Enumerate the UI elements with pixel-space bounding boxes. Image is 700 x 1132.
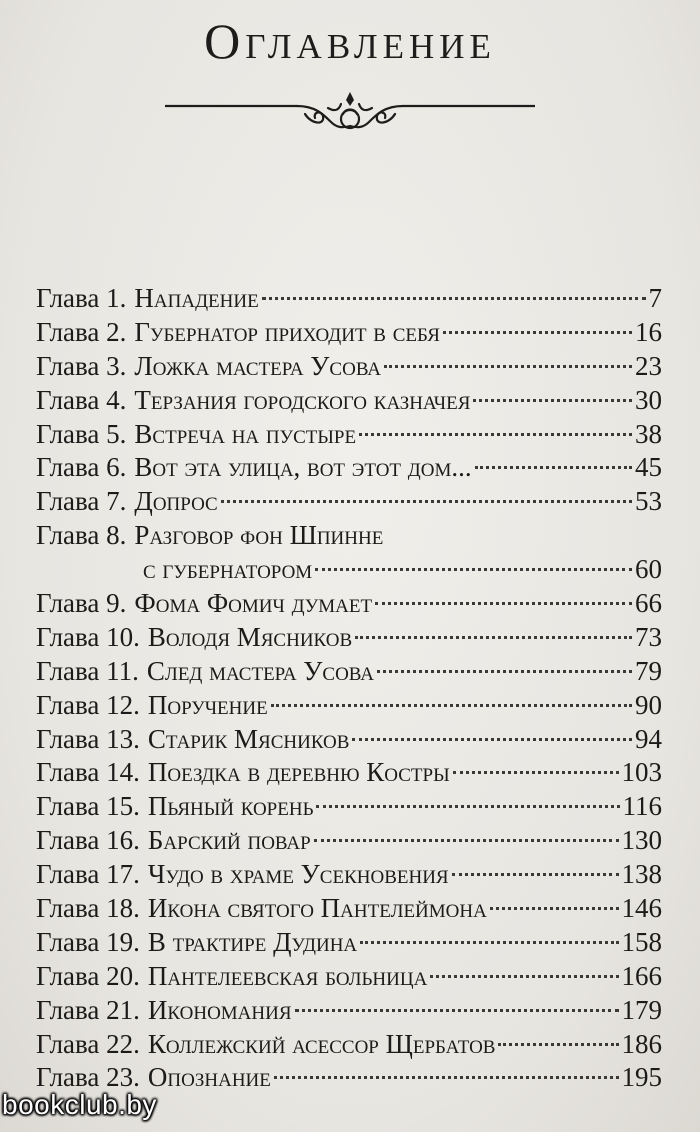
toc-entry bbox=[36, 655, 662, 689]
chapter-title: Губернатор приходит в себя bbox=[134, 316, 440, 347]
chapter-title: Барский повар bbox=[147, 825, 311, 856]
chapter-title: Терзания городского казначея bbox=[134, 384, 471, 415]
dot-leader bbox=[314, 839, 619, 842]
chapter-title: Нападение bbox=[134, 283, 259, 313]
chapter-number: Глава 3. bbox=[36, 350, 127, 381]
toc-entry bbox=[36, 723, 662, 757]
toc-entry bbox=[36, 756, 662, 790]
dot-leader bbox=[375, 602, 632, 605]
dot-leader bbox=[498, 1043, 618, 1046]
page-number: 146 bbox=[621, 893, 662, 924]
chapter-number: Глава 9. bbox=[36, 588, 127, 619]
chapter-number: Глава 20. bbox=[36, 960, 140, 991]
chapter-number: Глава 22. bbox=[36, 1028, 140, 1059]
toc-entry bbox=[36, 418, 662, 452]
page-number: 94 bbox=[635, 723, 662, 754]
dot-leader bbox=[377, 670, 632, 673]
chapter-number: Глава 4. bbox=[36, 384, 127, 415]
dot-leader bbox=[262, 297, 646, 300]
toc-entry bbox=[36, 519, 662, 553]
chapter-title: Икона святого Пантелеймона bbox=[147, 893, 487, 924]
chapter-number: Глава 6. bbox=[36, 452, 127, 483]
page-number: 138 bbox=[621, 859, 662, 890]
dot-leader bbox=[360, 941, 618, 944]
chapter-number: Глава 8. bbox=[36, 520, 127, 551]
page-number: 79 bbox=[635, 655, 662, 686]
toc-entry bbox=[36, 587, 662, 621]
dot-leader bbox=[453, 771, 619, 774]
chapter-title: Встреча на пустыре bbox=[134, 418, 357, 449]
chapter-number: Глава 23. bbox=[36, 1062, 140, 1093]
page-number: 16 bbox=[635, 316, 662, 347]
page-number: 130 bbox=[621, 825, 662, 856]
chapter-title: Поручение bbox=[147, 689, 268, 720]
page-number: 38 bbox=[635, 418, 662, 449]
page-number: 7 bbox=[648, 283, 662, 313]
dot-leader bbox=[271, 704, 632, 707]
chapter-number: Глава 19. bbox=[36, 926, 140, 957]
toc-entry bbox=[36, 994, 662, 1028]
chapter-title: Старик Мясников bbox=[147, 723, 350, 754]
chapter-number: Глава 18. bbox=[36, 893, 140, 924]
watermark: bookclub.by bbox=[2, 1089, 157, 1120]
chapter-title: Ложка мастера Усова bbox=[134, 350, 382, 381]
chapter-number: Глава 1. bbox=[36, 283, 127, 313]
chapter-number: Глава 5. bbox=[36, 418, 127, 449]
page-number: 73 bbox=[635, 621, 662, 652]
dot-leader bbox=[490, 907, 619, 910]
page-number: 158 bbox=[621, 926, 662, 957]
chapter-number: Глава 7. bbox=[36, 486, 127, 517]
page-number: 53 bbox=[635, 486, 662, 517]
page-number: 66 bbox=[635, 588, 662, 619]
page-number: 186 bbox=[621, 1028, 662, 1059]
chapter-title: Опознание bbox=[147, 1062, 271, 1093]
page-number: 23 bbox=[635, 350, 662, 381]
toc-entry bbox=[36, 485, 662, 519]
dot-leader bbox=[475, 466, 632, 469]
chapter-title: Разговор фон Шпинне bbox=[134, 520, 384, 551]
toc-entry bbox=[36, 960, 662, 994]
toc-entry bbox=[36, 790, 662, 824]
toc-entry bbox=[36, 1028, 662, 1062]
toc-entry bbox=[36, 451, 662, 485]
chapter-title: Чудо в храме Усекновения bbox=[147, 859, 449, 890]
page-number: 45 bbox=[635, 452, 662, 483]
chapter-title: Коллежский асессор Щербатов bbox=[147, 1028, 496, 1059]
toc-entry bbox=[36, 926, 662, 960]
dot-leader bbox=[452, 873, 619, 876]
chapter-title: Икономания bbox=[147, 994, 292, 1025]
chapter-title: Володя Мясников bbox=[147, 621, 353, 652]
chapter-title: Вот эта улица, вот этот дом... bbox=[134, 452, 472, 483]
chapter-title: Поездка в деревню Костры bbox=[147, 757, 450, 788]
chapter-number: Глава 2. bbox=[36, 316, 127, 347]
toc-entry bbox=[36, 892, 662, 926]
dot-leader bbox=[430, 975, 618, 978]
dot-leader bbox=[355, 636, 632, 639]
chapter-title: Допрос bbox=[134, 486, 218, 517]
page-number: 60 bbox=[635, 554, 662, 585]
chapter-number: Глава 16. bbox=[36, 825, 140, 856]
chapter-title: Фома Фомич думает bbox=[134, 588, 373, 619]
toc-entry-continuation bbox=[36, 553, 662, 587]
chapter-number: Глава 11. bbox=[36, 655, 139, 686]
toc-entry bbox=[36, 621, 662, 655]
chapter-number: Глава 17. bbox=[36, 859, 140, 890]
chapter-number: Глава 14. bbox=[36, 757, 140, 788]
page-number: 166 bbox=[621, 960, 662, 991]
dot-leader bbox=[295, 1009, 619, 1012]
dot-leader bbox=[274, 1076, 619, 1079]
toc-entry bbox=[36, 350, 662, 384]
dot-leader bbox=[443, 331, 632, 334]
chapter-number: Глава 13. bbox=[36, 723, 140, 754]
page-title: Оглавление bbox=[204, 13, 496, 69]
page-number: 179 bbox=[621, 994, 662, 1025]
table-of-contents bbox=[36, 282, 662, 1095]
toc-entry bbox=[36, 824, 662, 858]
toc-entry bbox=[36, 282, 662, 316]
dot-leader bbox=[315, 568, 632, 571]
page-number: 90 bbox=[635, 689, 662, 720]
toc-entry bbox=[36, 384, 662, 418]
dot-leader bbox=[316, 805, 619, 808]
chapter-title: В трактире Дудина bbox=[147, 926, 358, 957]
ornament-divider-icon bbox=[165, 90, 535, 138]
chapter-title: Пьяный корень bbox=[147, 791, 314, 822]
page-number: 116 bbox=[622, 791, 662, 822]
toc-entry bbox=[36, 316, 662, 350]
dot-leader bbox=[359, 433, 632, 436]
chapter-number: Глава 21. bbox=[36, 994, 140, 1025]
page-number: 30 bbox=[635, 384, 662, 415]
dot-leader bbox=[221, 500, 632, 503]
chapter-number: Глава 10. bbox=[36, 621, 140, 652]
dot-leader bbox=[473, 399, 632, 402]
toc-entry bbox=[36, 689, 662, 723]
dot-leader bbox=[384, 365, 632, 368]
page-number: 103 bbox=[621, 757, 662, 788]
toc-entry bbox=[36, 858, 662, 892]
chapter-title-continuation: с губернатором bbox=[143, 554, 313, 585]
dot-leader bbox=[352, 738, 632, 741]
chapter-title: Пантелеевская больница bbox=[147, 960, 428, 991]
page-number: 195 bbox=[621, 1062, 662, 1093]
chapter-title: След мастера Усова bbox=[146, 655, 375, 686]
chapter-number: Глава 15. bbox=[36, 791, 140, 822]
chapter-number: Глава 12. bbox=[36, 689, 140, 720]
